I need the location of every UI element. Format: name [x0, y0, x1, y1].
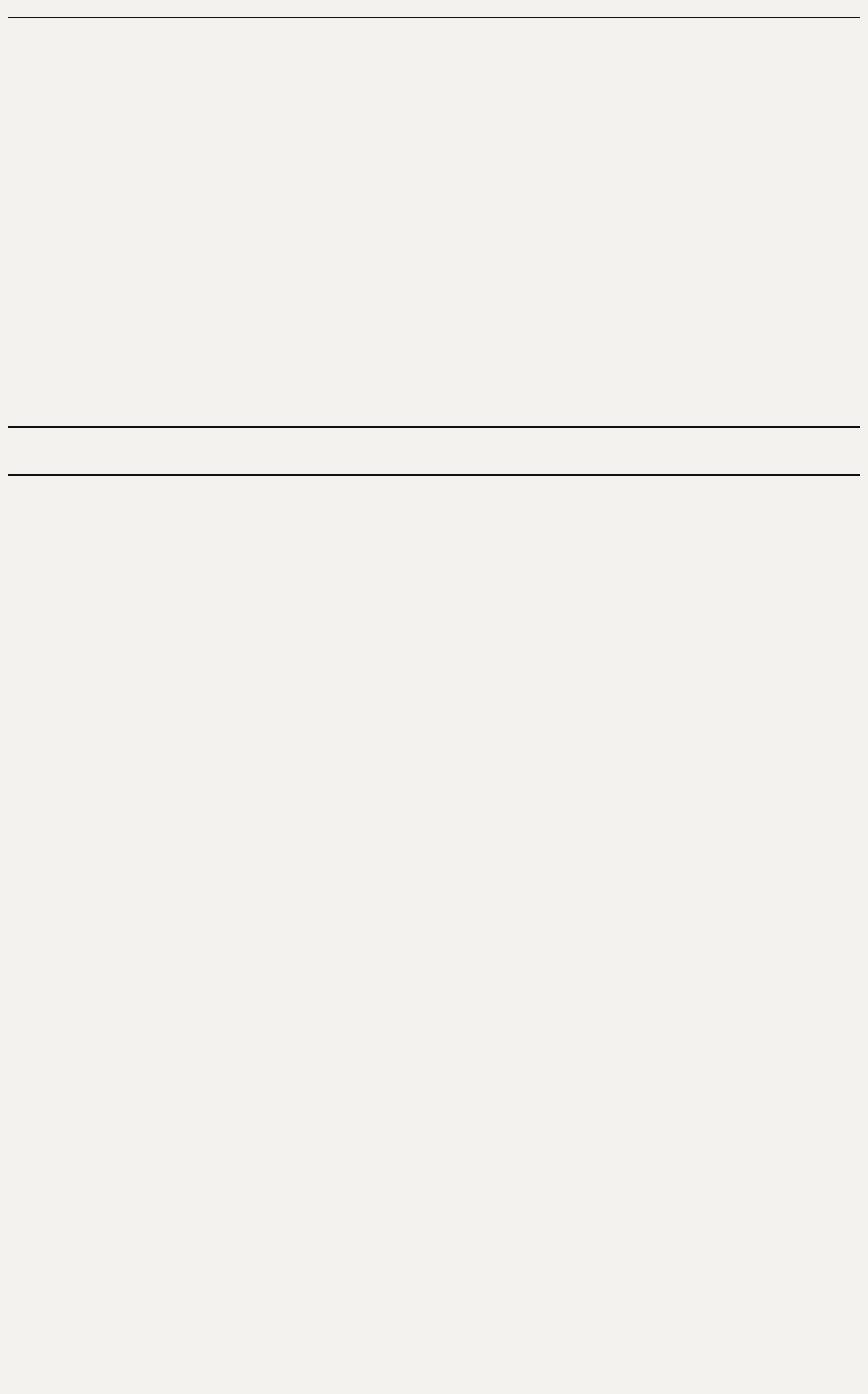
masthead — [8, 4, 860, 18]
classifieds-section — [8, 20, 860, 422]
service-guide — [8, 482, 860, 1388]
home-service-banner — [8, 426, 860, 476]
